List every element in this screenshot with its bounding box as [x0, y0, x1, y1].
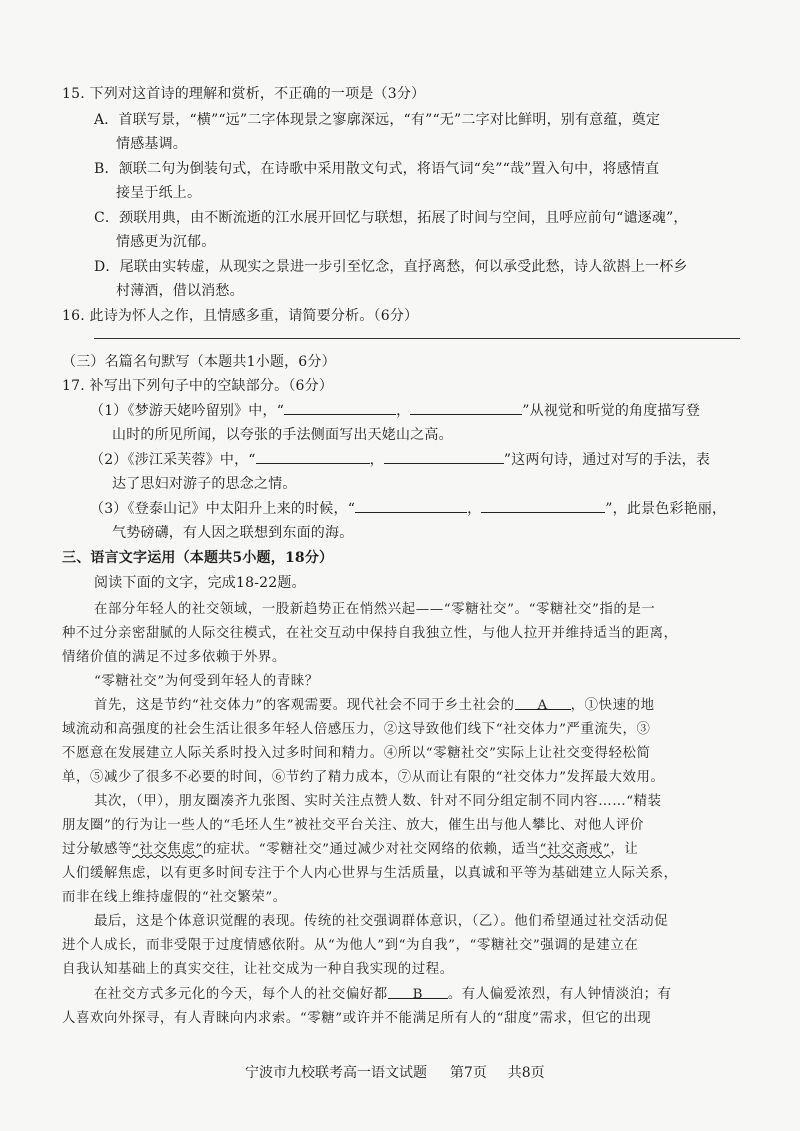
- blank-b[interactable]: [388, 985, 448, 1002]
- blank-a-label: A: [537, 698, 548, 713]
- q17-item1-suffix: ”从视觉和听觉的角度描写登: [522, 403, 701, 419]
- passage-p4-line4: 人们缓解焦虑，以有更多时间专注于个人内心世界与生活质量，以真诚和平等为基础建立人际关系，: [62, 866, 678, 881]
- question-16-stem: 16. 此诗为怀人之作，且情感多重，请简要分析。（6分）: [62, 308, 419, 324]
- q17-item1-prefix: （1）《梦游天姥吟留别》中，“: [90, 403, 285, 419]
- footer-exam-title: 宁波市九校联考高一语文试题: [245, 1065, 427, 1081]
- q17-item-1-line1: [90, 401, 700, 421]
- social-fasting-term: “社交斋戒”: [539, 842, 611, 857]
- passage-p5-line2: 进个人成长，而非受限于过度情感依附。从“为他人”到“为自我”，“零糖社交”强调的是建立在: [62, 938, 639, 953]
- q17-item3-blank2[interactable]: [481, 499, 605, 513]
- passage-p4-line3: [62, 840, 638, 860]
- question-15-stem: 15. 下列对这首诗的理解和赏析，不正确的一项是（3分）: [62, 86, 426, 102]
- q17-item1-sep: ，: [396, 403, 411, 419]
- blank-b-label: B: [412, 987, 424, 1002]
- question-17-stem: 17. 补写出下列句子中的空缺部分。（6分）: [62, 378, 334, 394]
- q17-item2-blank1[interactable]: [256, 450, 370, 464]
- passage-p3-line4: 单，⑤减少了很多不必要的时间，⑥节约了精力成本，⑦从而让有限的“社交体力”发挥最大效用。: [62, 770, 665, 785]
- q17-item2-prefix: （2）《涉江采芙蓉》中，“: [90, 452, 256, 468]
- q17-item3-suffix: ”，此景色彩艳丽，: [605, 501, 727, 517]
- q15-option-a-line1: A．首联写景，“横”“远”二字体现景之寥廓深远，“有”“无”二字对比鲜明，别有意蕴，奠定: [94, 112, 661, 128]
- section-language-title: 三、语言文字运用（本题共5小题，18分）: [62, 550, 334, 566]
- q15-option-d-line1: D．尾联由实转虚，从现实之景进一步引至忆念，直抒离愁，何以承受此愁，诗人欲斟上一杯乡: [94, 259, 688, 275]
- q15-option-c-line1: C．颈联用典，由不断流逝的江水展开回忆与联想，拓展了时间与空间，且呼应前句“谴逐魂”，: [94, 210, 688, 226]
- social-anxiety-term: “社交焦虑”: [131, 842, 203, 857]
- passage-p3-line1: [94, 696, 655, 716]
- footer-page-total: 共8页: [507, 1065, 545, 1081]
- q17-item1-blank1[interactable]: [284, 401, 396, 415]
- q17-item-2-line1: [90, 450, 710, 470]
- passage-p2: “零糖社交”为何受到年轻人的青睐？: [94, 674, 319, 689]
- q17-item-2-line2: 达了思妇对游子的思念之情。: [112, 476, 297, 492]
- q17-item-1-line2: 山时的所见所闻，以夸张的手法侧面写出天姥山之高。: [112, 427, 453, 443]
- q17-item2-suffix: ”这两句诗，通过对写的手法，表: [503, 452, 711, 468]
- q16-answer-line: [94, 338, 740, 339]
- q17-item3-sep: ，: [467, 501, 482, 517]
- section-language-instruction: 阅读下面的文字，完成18-22题。: [94, 575, 306, 591]
- q17-item2-blank2[interactable]: [384, 450, 504, 464]
- footer-page-number: 第7页: [449, 1065, 487, 1081]
- passage-p1-line3: 情绪价值的满足不过多依赖于外界。: [62, 650, 286, 665]
- q15-option-a-line2: 情感基调。: [116, 136, 187, 152]
- passage-p5-line3: 自我认知基础上的真实交往，让社交成为一种自我实现的过程。: [62, 962, 454, 977]
- q17-item3-blank1[interactable]: [355, 499, 467, 513]
- passage-p5-line1: 最后，这是个体意识觉醒的表现。传统的社交强调群体意识，（乙）。他们希望通过社交活动促: [94, 914, 669, 929]
- passage-p6-line2: 人喜欢向外探寻，有人青睐向内求索。“零糖”或许并不能满足所有人的“甜度”需求，但它的出现: [62, 1011, 652, 1026]
- q15-option-d-line2: 村薄酒，借以消愁。: [116, 283, 244, 299]
- passage-p3-line1-b: ，①快速的地: [570, 698, 655, 713]
- passage-p3-line2: 域流动和高强度的社会生活让很多年轻人倍感压力，②这导致他们线下“社交体力”严重流失，③: [62, 722, 651, 737]
- passage-p1-line1: 在部分年轻人的社交领域，一股新趋势正在悄然兴起——“零糖社交”。“零糖社交”指的是一: [94, 602, 656, 617]
- passage-p1-line2: 种不过分亲密甜腻的人际交往模式，在社交互动中保持自我独立性，与他人拉开并维持适当的距离，: [62, 626, 678, 641]
- passage-p6-line1: [94, 985, 672, 1005]
- passage-p3-line1-a: 首先，这是节约“社交体力”的客观需要。现代社会不同于乡土社会的: [94, 698, 515, 713]
- q17-item2-sep: ，: [369, 452, 384, 468]
- q17-item-3-line1: [90, 499, 726, 519]
- q15-option-c-line2: 情感更为沉郁。: [116, 234, 216, 250]
- q15-option-b-line2: 接呈于纸上。: [116, 185, 202, 201]
- passage-p4-line2: 朋友圈”的行为让一些人的“毛坯人生”被社交平台关注、放大，催生出与他人攀比、对他人评价: [62, 818, 644, 833]
- passage-p4-line5: 而非在线上维持虚假的“社交繁荣”。: [62, 890, 287, 905]
- passage-p6-line1-a: 在社交方式多元化的今天，每个人的社交偏好都: [94, 987, 388, 1002]
- passage-p4-line3-c: ，让: [610, 842, 639, 857]
- page-footer: [245, 1063, 545, 1083]
- passage-p3-line3: 不愿意在发展建立人际关系时投入过多时间和精力。④所以“零糖社交”实际上让社交变得轻松简: [62, 746, 651, 761]
- passage-p4-line3-a: 过分敏感等: [62, 842, 132, 857]
- q15-option-b-line1: B．颔联二句为倒装句式，在诗歌中采用散文句式，将语气词“矣”“哉”置入句中，将感情直: [94, 161, 660, 177]
- q17-item1-blank2[interactable]: [410, 401, 522, 415]
- blank-a[interactable]: [515, 696, 571, 713]
- passage-p4-line1: 其次，（甲），朋友圈凑齐九张图、实时关注点赞人数、针对不同分组定制不同内容……“精装: [94, 794, 662, 809]
- section-3-subheading: （三）名篇名句默写（本题共1小题，6分）: [62, 354, 336, 370]
- q17-item3-prefix: （3）《登泰山记》中太阳升上来的时候，“: [90, 501, 356, 517]
- q17-item-3-line2: 气势磅礴，有人因之联想到东面的海。: [112, 525, 354, 541]
- passage-p6-line1-b: 。有人偏爱浓烈，有人钟情淡泊；有: [447, 987, 672, 1002]
- passage-p4-line3-b: 的症状。“零糖社交”通过减少对社交网络的依赖，适当: [202, 842, 540, 857]
